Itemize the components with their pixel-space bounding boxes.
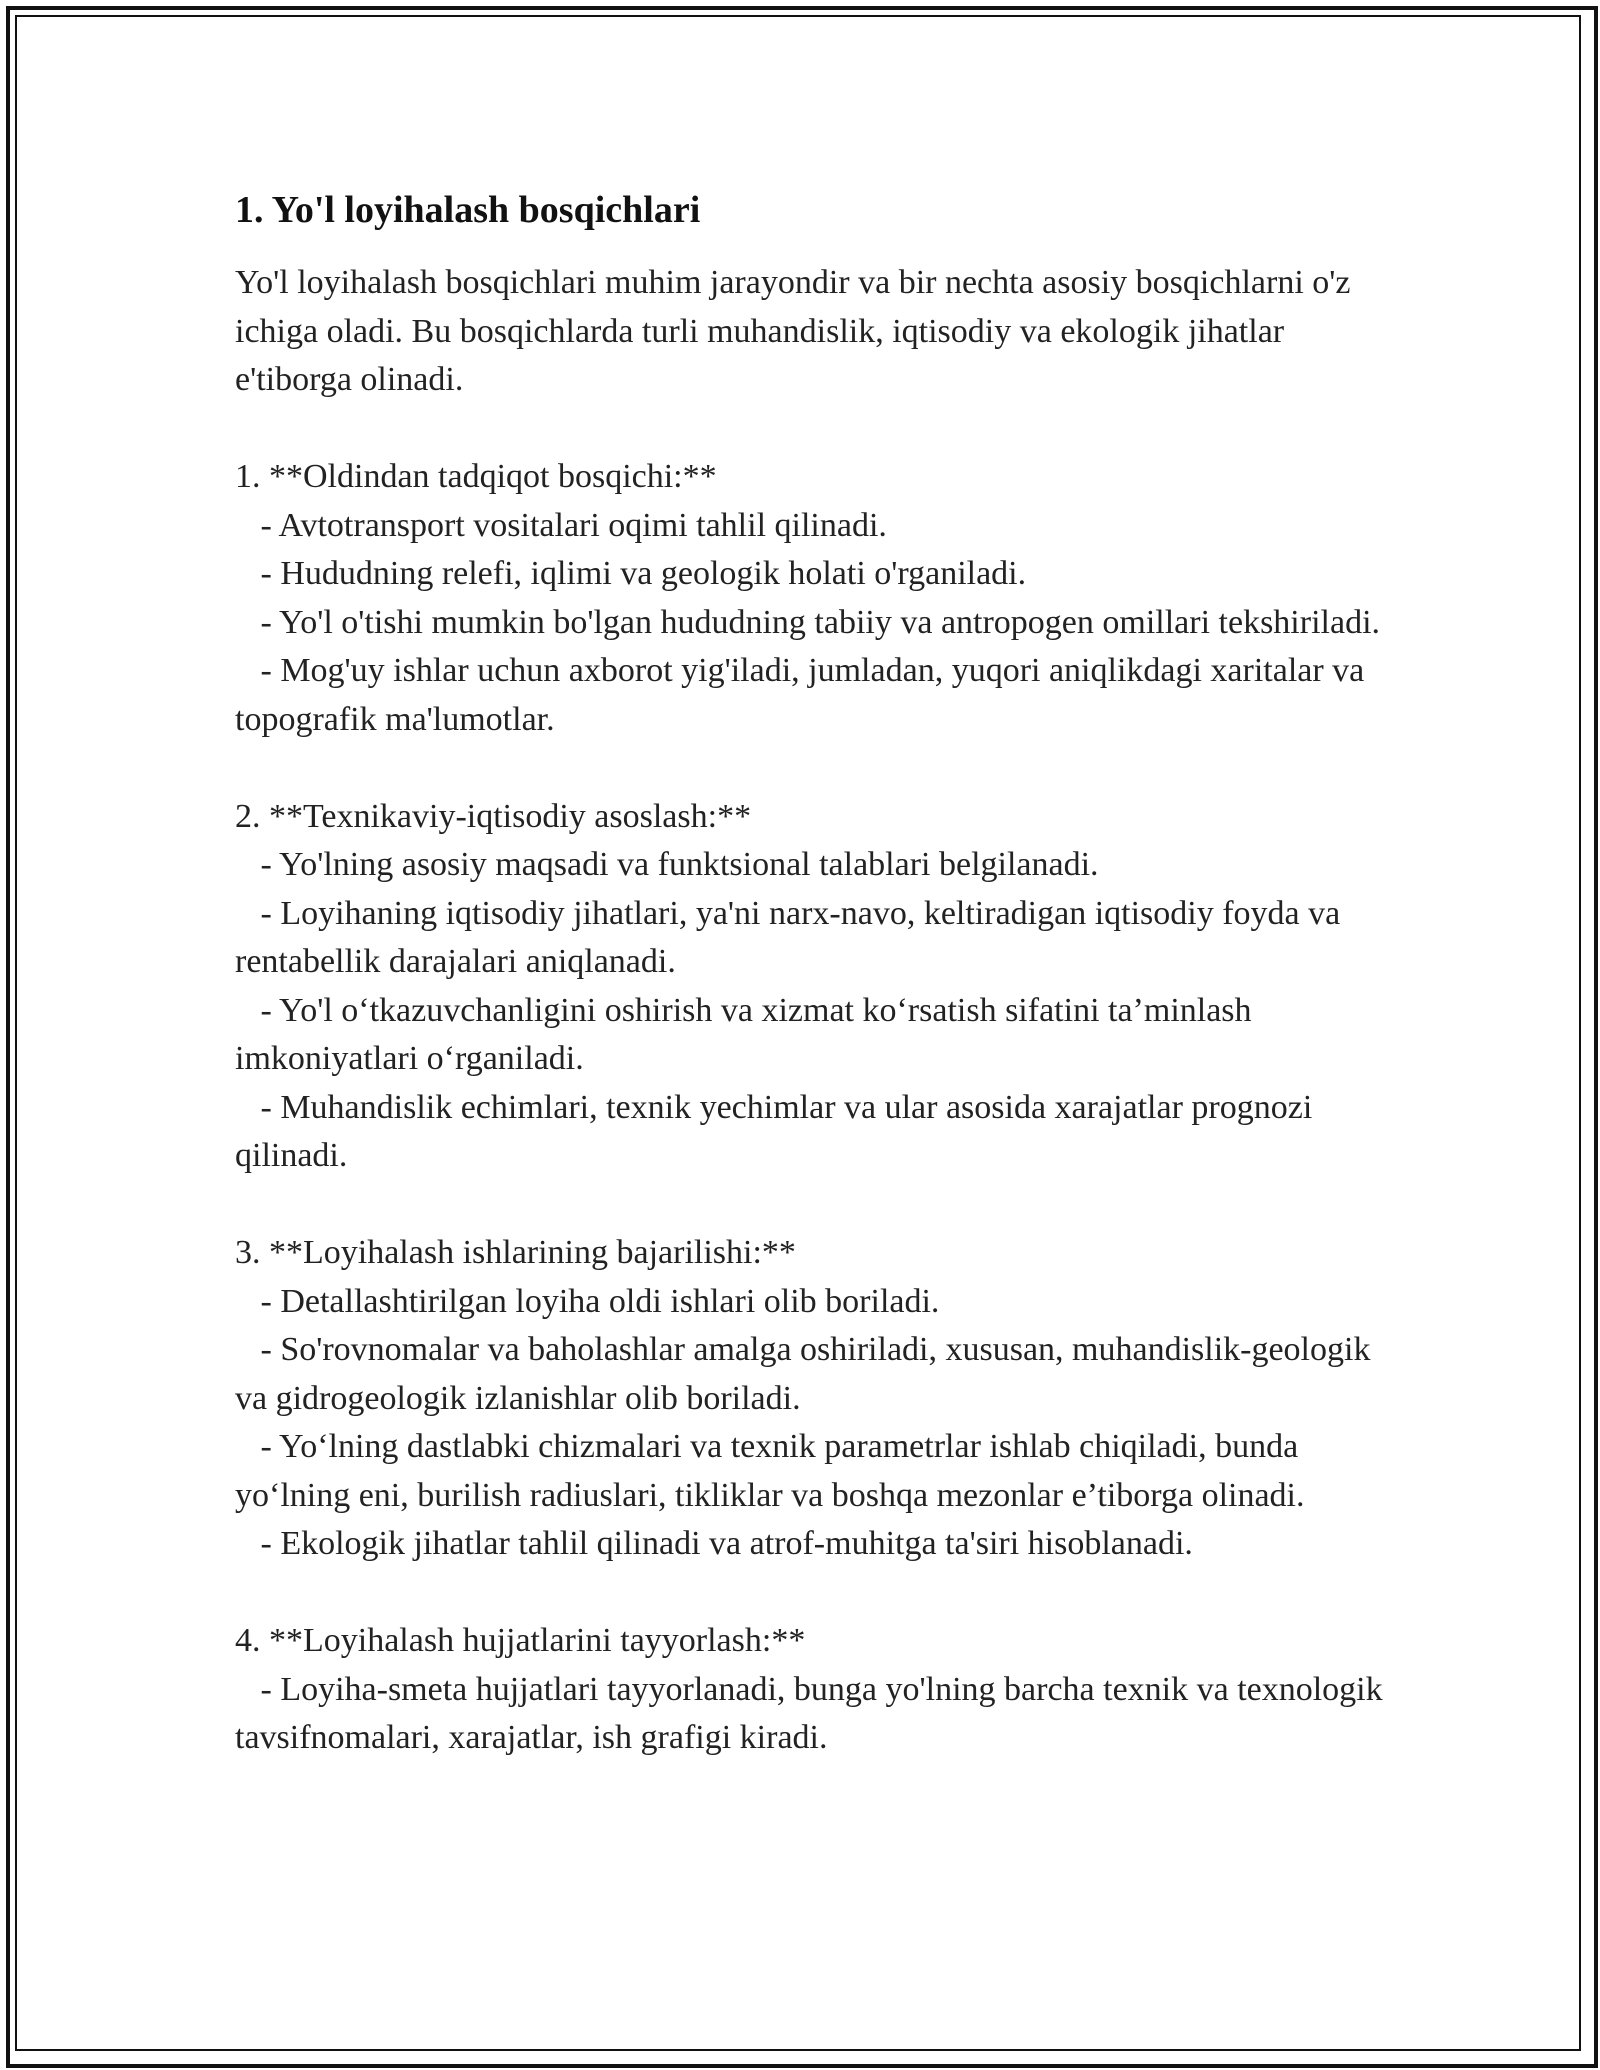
bullet-item: - Detallashtirilgan loyiha oldi ishlari olib boriladi. — [235, 1282, 940, 1320]
bullet-item: - Muhandislik echimlari, texnik yechimlar va ular asosida xarajatlar prognozi qilinadi. — [235, 1088, 1321, 1174]
bullet-item: - Yo‘lning dastlabki chizmalari va texnik parametrlar ishlab chiqiladi, bunda yo‘lning eni, burilish radiuslari, tikliklar va boshqa mezonlar e’tiborga olinadi. — [235, 1428, 1307, 1514]
document-title: 1. Yo'l loyihalash bosqichlari — [235, 189, 701, 231]
document-body — [235, 185, 1392, 1763]
bullet-item: - Loyiha-smeta hujjatlari tayyorlanadi, bunga yo'lning barcha texnik va texnologik tavsifnomalari, xarajatlar, ish grafigi kiradi. — [235, 1670, 1392, 1756]
section-heading: 1. **Oldindan tadqiqot bosqichi:** — [235, 458, 717, 495]
section-heading: 3. **Loyihalash ishlarining bajarilishi:** — [235, 1234, 796, 1271]
bullet-item: - Hududning relefi, iqlimi va geologik holati o'rganiladi. — [235, 555, 1027, 592]
bullet-item: - Avtotransport vositalari oqimi tahlil qilinadi. — [235, 506, 887, 544]
section-4 — [235, 1617, 1392, 1763]
bullet-item: - Ekologik jihatlar tahlil qilinadi va atrof-muhitga ta'siri hisoblanadi. — [235, 1525, 1193, 1562]
section-1 — [235, 453, 1385, 744]
section-2 — [235, 793, 1385, 1181]
bullet-item: - Yo'lning asosiy maqsadi va funktsional talablari belgilanadi. — [235, 846, 1099, 883]
bullet-item: - Loyihaning iqtisodiy jihatlari, ya'ni narx-navo, keltiradigan iqtisodiy foyda va rentabellik darajalari aniqlanadi. — [235, 894, 1349, 980]
section-3 — [235, 1229, 1385, 1569]
bullet-item: - Yo'l o'tishi mumkin bo'lgan hududning tabiiy va antropogen omillari tekshiriladi. — [235, 603, 1381, 641]
section-heading: 4. **Loyihalash hujjatlarini tayyorlash:** — [235, 1622, 806, 1659]
bullet-item: - So'rovnomalar va baholashlar amalga oshiriladi, xususan, muhandislik-geologik va gidrogeologik izlanishlar olib boriladi. — [235, 1331, 1379, 1417]
section-heading: 2. **Texnikaviy-iqtisodiy asoslash:** — [235, 797, 752, 835]
intro-paragraph: Yo'l loyihalash bosqichlari muhim jarayondir va bir nechta asosiy bosqichlarni o'z ichiga oladi. Bu bosqichlarda turli muhandislik, iqtisodiy va ekologik jihatlar e'tiborga olinadi. — [235, 264, 1351, 398]
bullet-item: - Mog'uy ishlar uchun axborot yig'iladi, jumladan, yuqori aniqlikdagi xaritalar va topografik ma'lumotlar. — [235, 652, 1373, 738]
bullet-item: - Yo'l o‘tkazuvchanligini oshirish va xizmat ko‘rsatish sifatini ta’minlash imkoniyatlari o‘rganiladi. — [235, 991, 1261, 1077]
